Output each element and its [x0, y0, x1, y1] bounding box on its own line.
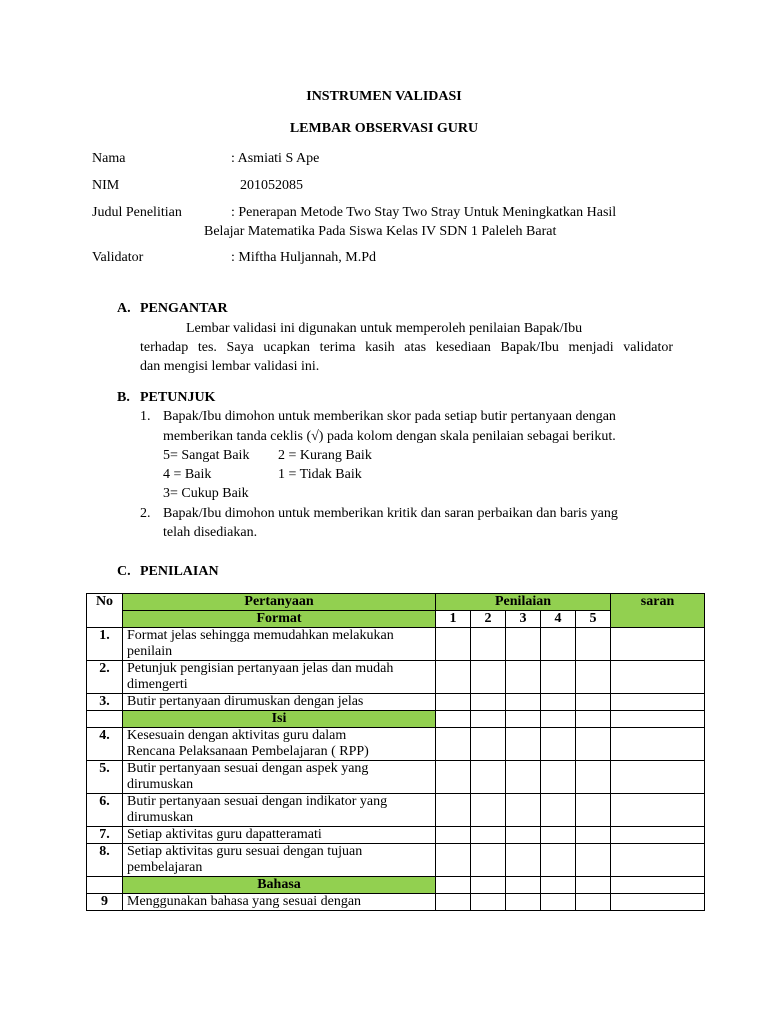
score-cell-3[interactable] [506, 761, 541, 794]
score-cell-1[interactable] [436, 628, 471, 661]
scale-4: 4 = Baik [163, 467, 212, 482]
nim-label: NIM [92, 178, 120, 193]
score-cell-3[interactable] [506, 728, 541, 761]
row-number: 8. [87, 844, 123, 877]
score-header-3: 3 [506, 611, 541, 628]
row-question-line2: dimengerti [127, 677, 188, 692]
saran-cell[interactable] [611, 661, 705, 694]
score-cell-2[interactable] [471, 661, 506, 694]
score-cell-1[interactable] [436, 844, 471, 877]
score-cell-2[interactable] [471, 827, 506, 844]
score-cell-5[interactable] [576, 794, 611, 827]
score-cell-2[interactable] [471, 761, 506, 794]
row-number: 1. [87, 628, 123, 661]
row-question: Setiap aktivitas guru dapatteramati [123, 827, 436, 844]
table-row [87, 661, 705, 694]
table-row [87, 844, 705, 877]
saran-cell[interactable] [611, 827, 705, 844]
header-penilaian: Penilaian [436, 594, 611, 611]
table-header-row [87, 594, 705, 611]
group-no-cell [87, 711, 123, 728]
validator-value: : Miftha Huljannah, M.Pd [231, 250, 377, 265]
row-number: 6. [87, 794, 123, 827]
judul-value-line1: : Penerapan Metode Two Stay Two Stray Untuk Meningkatkan Hasil [231, 205, 617, 220]
petunjuk-item1-num: 1. [140, 409, 151, 424]
score-cell-5[interactable] [576, 827, 611, 844]
row-question-line1: Kesesuain dengan aktivitas guru dalam [127, 728, 347, 743]
petunjuk-item2-line1: Bapak/Ibu dimohon untuk memberikan kritik dan saran perbaikan dan baris yang [163, 506, 618, 521]
row-question-line1: Butir pertanyaan sesuai dengan aspek yang [127, 761, 369, 776]
score-cell-5[interactable] [576, 894, 611, 911]
row-question [123, 761, 436, 794]
table-row [87, 694, 705, 711]
score-cell-2[interactable] [471, 728, 506, 761]
score-cell-1[interactable] [436, 794, 471, 827]
score-cell-5[interactable] [576, 728, 611, 761]
score-cell-2[interactable] [471, 794, 506, 827]
table-row [87, 728, 705, 761]
table-row [87, 827, 705, 844]
score-cell-4[interactable] [541, 628, 576, 661]
nama-label: Nama [92, 151, 126, 166]
section-b-heading: PETUNJUK [140, 390, 216, 405]
saran-cell[interactable] [611, 794, 705, 827]
score-cell-4[interactable] [541, 661, 576, 694]
scale-2: 2 = Kurang Baik [278, 448, 372, 463]
score-cell-4[interactable] [541, 794, 576, 827]
row-question-line2: penilain [127, 644, 173, 659]
score-cell-5[interactable] [576, 844, 611, 877]
score-cell-3[interactable] [506, 661, 541, 694]
saran-cell[interactable] [611, 728, 705, 761]
score-cell-4[interactable] [541, 894, 576, 911]
table-row [87, 794, 705, 827]
scale-5: 5= Sangat Baik [163, 448, 250, 463]
row-question [123, 661, 436, 694]
score-cell-4[interactable] [541, 827, 576, 844]
document-title: INSTRUMEN VALIDASI [306, 89, 462, 104]
row-number: 9 [87, 894, 123, 911]
score-cell-3[interactable] [506, 827, 541, 844]
row-question-line2: dirumuskan [127, 777, 194, 792]
score-cell-5[interactable] [576, 761, 611, 794]
score-cell-5[interactable] [576, 628, 611, 661]
score-cell-3[interactable] [506, 844, 541, 877]
score-cell-1[interactable] [436, 728, 471, 761]
section-c-marker: C. [117, 564, 131, 579]
table-row [87, 761, 705, 794]
judul-label: Judul Penelitian [92, 205, 182, 220]
saran-cell[interactable] [611, 628, 705, 661]
score-cell-3[interactable] [506, 628, 541, 661]
nim-value: 201052085 [240, 178, 303, 193]
row-question-line1: Butir pertanyaan sesuai dengan indikator yang [127, 794, 388, 809]
section-a-heading: PENGANTAR [140, 301, 228, 316]
row-number: 2. [87, 661, 123, 694]
score-cell-4[interactable] [541, 728, 576, 761]
table-row [87, 894, 705, 911]
score-cell-2[interactable] [471, 694, 506, 711]
score-cell-5[interactable] [576, 661, 611, 694]
score-cell-4[interactable] [541, 761, 576, 794]
petunjuk-item2-num: 2. [140, 506, 151, 521]
petunjuk-item1-line2: memberikan tanda ceklis (√) pada kolom dengan skala penilaian sebagai berikut. [163, 429, 616, 444]
row-question: Butir pertanyaan dirumuskan dengan jelas [123, 694, 436, 711]
score-cell-4[interactable] [541, 844, 576, 877]
group-bahasa: Bahasa [123, 877, 436, 894]
petunjuk-item2-line2: telah disediakan. [163, 525, 258, 540]
header-no: No [87, 594, 123, 628]
assessment-table [86, 593, 705, 911]
row-question-line2: dirumuskan [127, 810, 194, 825]
group-row-isi [87, 711, 705, 728]
score-cell-1[interactable] [436, 827, 471, 844]
section-b-marker: B. [117, 390, 130, 405]
pengantar-line1: Lembar validasi ini digunakan untuk memperoleh penilaian Bapak/Ibu [186, 321, 583, 336]
score-cell-4[interactable] [541, 694, 576, 711]
validator-label: Validator [92, 250, 144, 265]
row-number: 7. [87, 827, 123, 844]
score-cell-5[interactable] [576, 694, 611, 711]
row-number: 3. [87, 694, 123, 711]
scale-1: 1 = Tidak Baik [278, 467, 362, 482]
row-question-line2: pembelajaran [127, 860, 203, 875]
group-row-bahasa [87, 877, 705, 894]
section-a-marker: A. [117, 301, 131, 316]
score-header-1: 1 [436, 611, 471, 628]
score-header-4: 4 [541, 611, 576, 628]
score-cell-2[interactable] [471, 628, 506, 661]
score-cell-2[interactable] [471, 844, 506, 877]
saran-cell[interactable] [611, 761, 705, 794]
score-cell-1[interactable] [436, 694, 471, 711]
score-cell-1[interactable] [436, 761, 471, 794]
score-cell-3[interactable] [506, 894, 541, 911]
section-c-heading: PENILAIAN [140, 564, 219, 579]
row-question [123, 794, 436, 827]
row-number: 4. [87, 728, 123, 761]
score-cell-3[interactable] [506, 694, 541, 711]
row-number: 5. [87, 761, 123, 794]
petunjuk-item1-line1: Bapak/Ibu dimohon untuk memberikan skor pada setiap butir pertanyaan dengan [163, 409, 616, 424]
row-question-line1: Setiap aktivitas guru sesuai dengan tujuan [127, 844, 363, 859]
group-no-cell [87, 877, 123, 894]
score-cell-2[interactable] [471, 894, 506, 911]
nama-value: : Asmiati S Ape [231, 151, 320, 166]
score-header-2: 2 [471, 611, 506, 628]
row-question [123, 728, 436, 761]
group-format: Format [123, 611, 436, 628]
row-question-line1: Format jelas sehingga memudahkan melakukan [127, 628, 394, 643]
row-question-line2: Rencana Pelaksanaan Pembelajaran ( RPP) [127, 744, 369, 759]
row-question-line1: Petunjuk pengisian pertanyaan jelas dan mudah [127, 661, 394, 676]
judul-value-line2: Belajar Matematika Pada Siswa Kelas IV SDN 1 Paleleh Barat [204, 224, 557, 239]
saran-cell[interactable] [611, 894, 705, 911]
scale-3: 3= Cukup Baik [163, 486, 249, 501]
table-row [87, 628, 705, 661]
header-saran: saran [611, 594, 705, 628]
score-cell-3[interactable] [506, 794, 541, 827]
header-pertanyaan: Pertanyaan [123, 594, 436, 611]
pengantar-line3: dan mengisi lembar validasi ini. [140, 359, 320, 374]
score-header-5: 5 [576, 611, 611, 628]
document-subtitle: LEMBAR OBSERVASI GURU [289, 121, 479, 136]
score-cell-1[interactable] [436, 894, 471, 911]
saran-cell[interactable] [611, 844, 705, 877]
saran-cell[interactable] [611, 694, 705, 711]
score-cell-1[interactable] [436, 661, 471, 694]
row-question: Menggunakan bahasa yang sesuai dengan [123, 894, 436, 911]
group-isi: Isi [123, 711, 436, 728]
row-question [123, 628, 436, 661]
row-question [123, 844, 436, 877]
pengantar-line2: terhadap tes. Saya ucapkan terima kasih atas kesediaan Bapak/Ibu menjadi validator [140, 340, 673, 355]
